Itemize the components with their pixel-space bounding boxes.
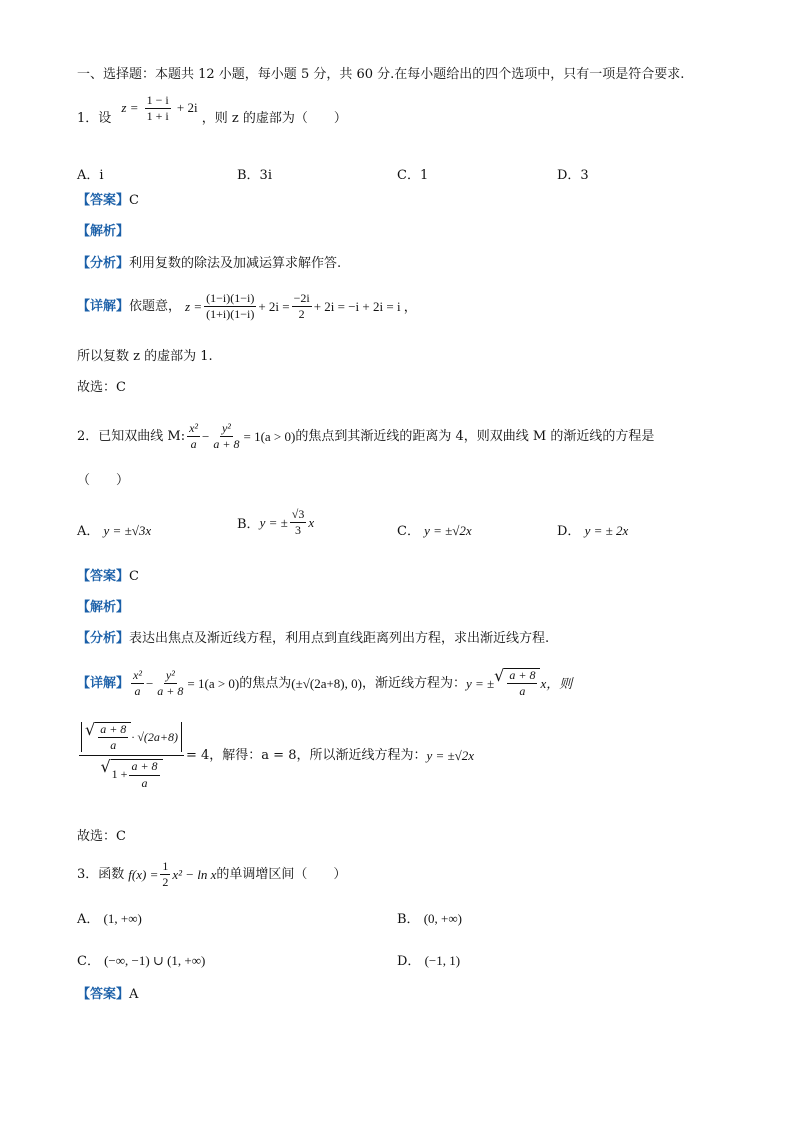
q1-formula [121,94,197,123]
q2-detail-asym-pre: y = ± [465,675,495,691]
q2-choose: 故选：C [77,829,126,844]
q2-dist-num-b: a [110,738,117,753]
q2-fx-den: a [190,437,197,452]
q2-option-b-post: x [308,514,315,530]
q3-option-b [397,908,462,927]
q2-detail-minus: − [145,675,154,691]
question-3 [77,860,346,889]
q2-detail-mid1: 的焦点为 [239,675,292,691]
q2-option-a-math: y = ±√3x [103,523,152,538]
q2-option-c-label: C． [397,524,420,539]
q2-answer [77,570,139,583]
q2-dist-num-c: · √(2a+8) [131,729,178,744]
q1-detail-prefix: 依题意， [129,299,182,315]
q1-answer-tag: 【答案】 [77,193,130,208]
q2-option-d-label: D． [557,524,581,539]
q2-dist-num-a: a + 8 [98,723,128,738]
q3-option-c-math: (−∞, −1) ∪ (1, +∞) [104,953,206,968]
q2-detail-fx-den: a [134,683,141,698]
q1-detail [77,292,417,321]
q3-option-b-label: B． [397,912,420,927]
q1-detail-tag: 【详解】 [77,299,130,315]
q2-fy-den: a + 8 [213,437,240,452]
q3-half-num: 1 [160,860,170,875]
q2-option-d-math: y = ± 2x [584,523,629,538]
q2-option-d [557,520,628,539]
q1-option-c: C．1 [397,168,429,183]
q1-fraction [145,94,171,123]
q2-detail-mid2: ，渐近线方程为： [361,675,466,691]
q2-paren: （ ） [77,473,130,488]
q2-option-c-math: y = ±√2x [424,523,472,538]
q2-fx-num: x² [187,422,200,437]
q2-dist-den-num: a + 8 [129,760,159,775]
q1-tail: ，则 z 的虚部为（ ） [201,111,347,127]
q2-option-a-label: A． [77,524,100,539]
q3-answer-tag: 【答案】 [77,987,130,1002]
q2-distance-den [98,756,164,789]
q3-option-b-math: (0, +∞) [423,911,462,926]
q2-option-c [397,520,472,539]
q1-analysis [77,225,129,238]
sqrt-icon: √ [100,757,111,777]
q2-cond: = 1(a > 0) [243,429,296,445]
section-header: 一、选择题：本题共 12 小题，每小题 5 分，共 60 分.在每小题给出的四个选项中，只有一项是符合要求. [77,67,685,82]
q2-detail-cond: = 1(a > 0) [187,675,240,691]
q1-conclusion: 所以复数 z 的虚部为 1. [77,349,213,364]
question-2 [77,422,654,451]
q2-analysis-tag: 【解析】 [77,600,130,615]
q1-z: z = [121,100,139,116]
q2-fenxi [77,632,549,645]
q3-option-a-math: (1, +∞) [103,911,142,926]
q3-half-den: 2 [162,875,169,890]
q2-detail-asym-den: a [519,684,526,699]
q2-detail-frac-y [155,669,185,698]
q2-option-b-label: B． [237,517,260,533]
q3-option-d-label: D． [397,954,421,969]
sqrt-icon: √ [494,666,505,685]
q2-detail [77,668,572,698]
q1-plus: + 2i [176,100,198,116]
q2-number: 2．已知双曲线 M: [77,429,186,445]
q1-fenxi-tag: 【分析】 [77,256,130,271]
q3-answer [77,988,138,1001]
q2-frac-x [187,422,200,451]
q2-option-b-pre: y = ± [259,514,288,530]
q1-choose: 故选：C [77,380,126,395]
q2-option-b-num: √3 [290,508,307,523]
q2-detail-asym-num: a + 8 [507,669,537,684]
q2-fenxi-tag: 【分析】 [77,631,130,646]
q2-distance-frac [79,722,184,790]
q1-fenxi [77,257,341,270]
q2-detail-asym-frac [507,669,537,698]
q2-analysis [77,601,129,614]
q1-answer-value: C [129,193,139,208]
q1-option-a: A．i [77,168,104,183]
q2-answer-value: C [129,569,139,584]
q2-detail-fy-den: a + 8 [157,683,184,698]
q2-option-a [77,520,151,539]
q1-option-b: B．3i [237,168,272,183]
q1-detail-frac1 [204,292,256,321]
q2-answer-tag: 【答案】 [77,569,130,584]
q2-option-b [237,508,314,537]
q3-expr: x² − ln x [172,867,217,883]
q1-number: 1．设 [77,111,112,127]
q3-tail: 的单调增区间（ ） [216,867,347,883]
q2-frac-y [211,422,241,451]
q1-fenxi-text: 利用复数的除法及加减运算求解作答. [129,256,342,271]
sqrt-icon: √ [85,720,96,739]
q3-answer-value: A [129,987,139,1002]
q3-option-c-label: C． [77,954,100,969]
q3-option-c [77,950,205,969]
q2-distance-eq [77,722,474,790]
q2-tail: 的焦点到其渐近线的距离为 4，则双曲线 M 的渐近线的方程是 [295,429,655,445]
q3-option-a-label: A． [77,912,100,927]
q3-number: 3．函数 [77,867,125,883]
q2-detail-focus: (±√(2a+8), 0) [291,675,362,691]
q2-eq-final: y = ±√2x [426,748,475,764]
q2-fy-num: y² [220,422,233,437]
q3-half [160,860,170,889]
q1-detail-frac1-den: (1+i)(1−i) [206,307,255,322]
q1-detail-frac1-num: (1−i)(1−i) [204,292,256,307]
q2-minus: − [202,429,210,445]
q2-fenxi-text: 表达出焦点及渐近线方程，利用点到直线距离列出方程，求出渐近线方程. [129,631,550,646]
question-1 [77,93,347,133]
q1-frac-den: 1 + i [146,109,169,124]
q1-detail-z: z = [185,299,203,315]
q2-detail-fy-num: y² [164,669,177,684]
q1-detail-frac2-num: −2i [292,292,312,307]
q3-option-a [77,908,142,927]
q1-detail-mid: + 2i = [258,299,290,315]
q3-option-d [397,950,460,969]
q2-detail-asym-sqrt [494,668,540,698]
q2-dist-den-a: 1 + [111,767,128,782]
q2-detail-tag: 【详解】 [77,675,130,691]
q1-option-d: D．3 [557,168,589,183]
q1-answer [77,194,139,207]
q3-option-d-math: (−1, 1) [424,953,461,968]
q1-detail-frac2-den: 2 [298,307,305,322]
q2-detail-fx-num: x² [131,669,144,684]
q1-detail-tail: + 2i = −i + 2i = i ， [313,299,417,315]
q3-fx: f(x) = [128,867,159,883]
q2-distance-num [79,722,184,756]
q2-detail-frac-x [131,669,144,698]
q2-eq-result: = 4，解得：a = 8，所以渐近线方程为： [186,748,427,764]
q1-analysis-tag: 【解析】 [77,224,130,239]
q2-detail-asym-post: x，则 [540,675,573,691]
q1-detail-frac2 [292,292,312,321]
q2-dist-den-den: a [141,775,148,790]
q2-option-b-frac [290,508,307,537]
q1-frac-num: 1 − i [145,94,171,109]
q2-option-b-den: 3 [295,523,302,538]
